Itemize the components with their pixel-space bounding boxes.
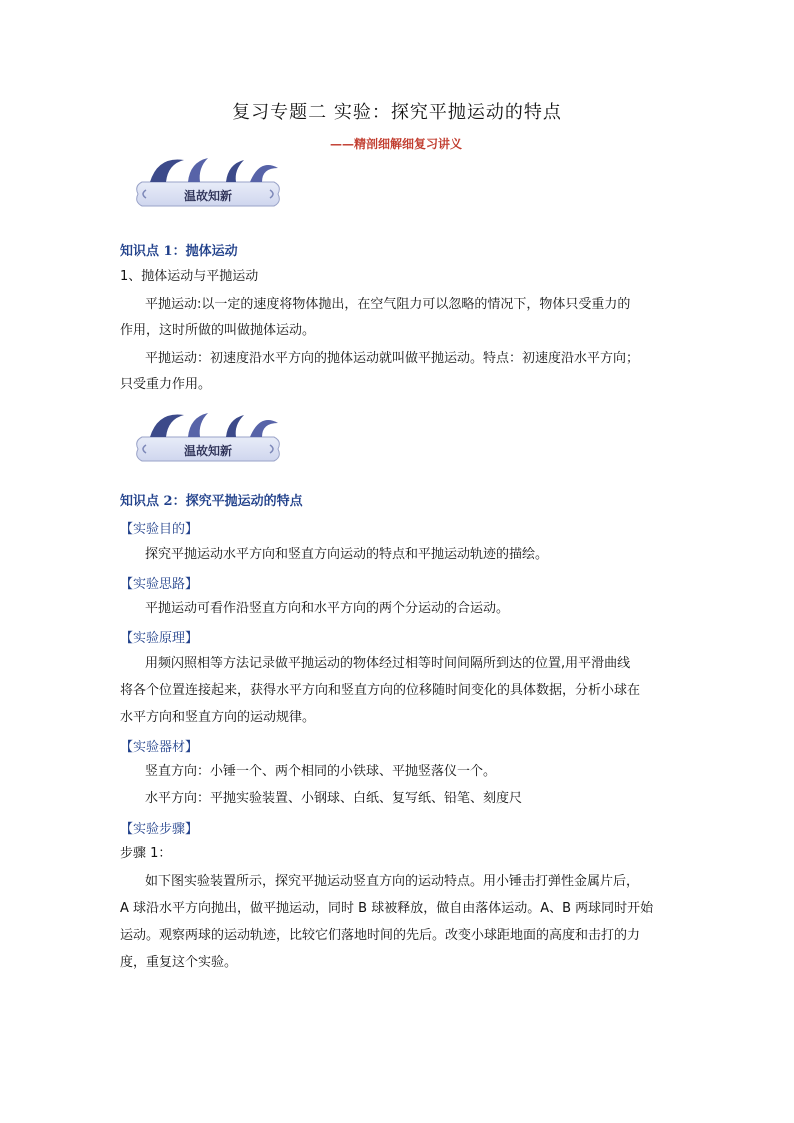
equip-label: 【实验器材】: [120, 740, 199, 755]
step1-line2: A 球沿水平方向抛出，做平抛运动，同时 B 球被释放，做自由落体运动。A、B 两球同时开始: [120, 901, 654, 916]
page-subtitle: ——精剖细解细复习讲义: [330, 137, 463, 151]
banner-text: 温故知新: [183, 189, 233, 203]
equip-line2: 水平方向：平抛实验装置、小钢球、白纸、复写纸、铅笔、刻度尺: [145, 791, 523, 806]
page-title: 复习专题二 实验：探究平抛运动的特点: [232, 102, 562, 123]
review-banner-image: [128, 150, 288, 212]
kp1-p1-line2: 作用，这时所做的叫做抛体运动。: [120, 323, 316, 338]
principle-line2: 将各个位置连接起来，获得水平方向和竖直方向的位移随时间变化的具体数据，分析小球在: [120, 683, 641, 698]
principle-line3: 水平方向和竖直方向的运动规律。: [120, 710, 316, 725]
principle-line1: 用频闪照相等方法记录做平抛运动的物体经过相等时间间隔所到达的位置,用平滑曲线: [145, 656, 631, 671]
kp1-heading: 知识点 1：抛体运动: [120, 244, 238, 259]
kp1-p1-line1: 平抛运动:以一定的速度将物体抛出，在空气阻力可以忽略的情况下，物体只受重力的: [145, 297, 631, 312]
kp2-heading: 知识点 2：探究平抛运动的特点: [120, 494, 303, 509]
equip-line1: 竖直方向：小锤一个、两个相同的小铁球、平抛竖落仪一个。: [145, 764, 497, 779]
kp1-p2-line1: 平抛运动：初速度沿水平方向的抛体运动就叫做平抛运动。特点：初速度沿水平方向；: [145, 351, 640, 366]
step1-line3: 运动。观察两球的运动轨迹，比较它们落地时间的先后。改变小球距地面的高度和击打的力: [120, 928, 641, 943]
idea-text: 平抛运动可看作沿竖直方向和水平方向的两个分运动的合运动。: [145, 601, 510, 616]
step1-line1: 如下图实验装置所示，探究平抛运动竖直方向的运动特点。用小锤击打弹性金属片后，: [145, 874, 640, 889]
goal-label: 【实验目的】: [120, 522, 199, 537]
steps-label: 【实验步骤】: [120, 822, 199, 837]
idea-label: 【实验思路】: [120, 577, 199, 592]
goal-text: 探究平抛运动水平方向和竖直方向运动的特点和平抛运动轨迹的描绘。: [145, 547, 549, 562]
step1-line4: 度，重复这个实验。: [120, 955, 238, 970]
banner-text-2: 温故知新: [183, 444, 233, 458]
step1-label: 步骤 1：: [120, 846, 172, 861]
review-banner-image-2: [128, 405, 288, 467]
kp1-p2-line2: 只受重力作用。: [120, 377, 212, 392]
kp1-subheading: 1、抛体运动与平抛运动: [120, 269, 259, 284]
principle-label: 【实验原理】: [120, 631, 199, 646]
